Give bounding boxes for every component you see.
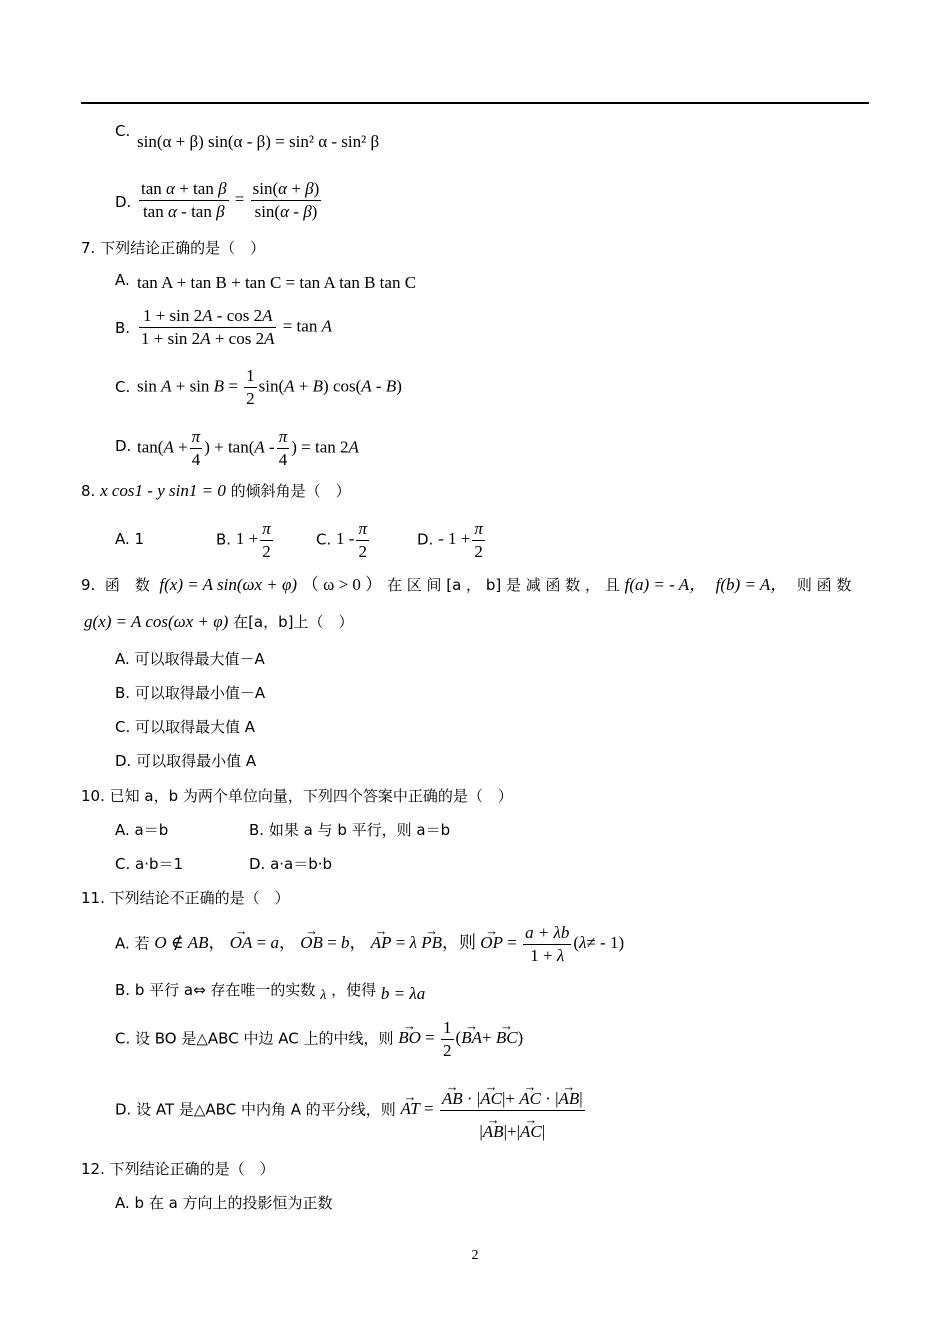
q10-option-b: B. 如果 a 与 b 平行，则 a＝b	[249, 821, 451, 839]
page-number: 2	[471, 1248, 479, 1263]
q6-option-d-label: D.	[115, 193, 132, 211]
q9-option-b: B. 可以取得最小值－A	[115, 684, 266, 702]
q7-option-d-label: D.	[115, 437, 132, 455]
q8-line-equation: x cos1 - y sin1 = 0	[100, 481, 226, 500]
q7-option-c-expr: sin A + sin B = $\frac{1}{2}$ sin(A + B) cos(A - B)	[137, 366, 402, 408]
q7-option-b-label: B.	[115, 319, 131, 337]
q8-option-a: A. 1	[115, 530, 145, 548]
q11-option-d: D. 设 AT 是△ABC 中内角 A 的平分线，则 → AT = → $\frac{AB \cdot |\to AC|+ \to AC \cdot |\to AB|}{|\to AB|+|\to AC|}$	[115, 1078, 587, 1143]
q10-option-a: A. a＝b	[115, 821, 169, 839]
q8-stem: 8. x cos1 - y sin1 = 0 的倾斜角是（ ）	[81, 481, 351, 500]
q7-stem: 7. 下列结论正确的是（ ）	[81, 239, 266, 257]
q8-option-d: D. - 1 + $\frac{\pi}{2}$	[417, 519, 483, 561]
q6-option-d-expr: $\frac{\text{tan α + tan β}}{\text{tan α - tan β}}$ = $\frac{\sin(\alpha + \beta)}{\sin(\alpha - \beta)}$	[141, 179, 320, 221]
q11-option-a: A. 若 O ∉ AB， → OA = a， → OB = b， → AP = λ → PB，则 → OP = $\frac{a + \lambda b}{1 + \lambda}$ (λ≠ - 1)	[115, 922, 624, 967]
q7-option-a-label: A.	[115, 271, 130, 289]
q10-option-c: C. a·b＝1	[115, 855, 184, 873]
q9-stem-line2: g(x) = A cos(ωx + φ) 在[a，b]上（ ）	[84, 612, 354, 631]
q12-stem: 12. 下列结论正确的是（ ）	[81, 1160, 275, 1178]
q12-option-a: A. b 在 a 方向上的投影恒为正数	[115, 1194, 333, 1212]
q11-option-b: B. b 平行 a⇔ 存在唯一的实数 λ ，使得 b = λa	[115, 981, 426, 1003]
q11-stem: 11. 下列结论不正确的是（ ）	[81, 889, 290, 907]
q9-stem-line1: 9. 函 数 f(x) = A sin(ωx + φ) （ ω > 0 ） 在 区 间 [a ， b] 是 减 函 数 ， 且 f(a) = - A， f(b) = A， 则 函 数	[81, 575, 852, 594]
q9-option-c: C. 可以取得最大值 A	[115, 718, 256, 736]
q7-option-c-label: C.	[115, 378, 131, 396]
q9-option-a: A. 可以取得最大值－A	[115, 650, 265, 668]
q10-option-d: D. a·a＝b·b	[249, 855, 333, 873]
q7-option-d-expr: tan(A + $\frac{\pi}{4}$ ) + tan(A - $\frac{\pi}{4}$ ) = tan 2A	[137, 427, 359, 469]
q8-option-c: C. 1 - $\frac{\pi}{2}$	[316, 519, 367, 561]
q10-stem: 10. 已知 a，b 为两个单位向量，下列四个答案中正确的是（ ）	[81, 787, 513, 805]
q8-option-b: B. 1 + $\frac{\pi}{2}$	[216, 519, 271, 561]
q9-option-d: D. 可以取得最小值 A	[115, 752, 257, 770]
q7-option-a-expr: tan A + tan B + tan C = tan A tan B tan C	[137, 273, 417, 292]
q11-option-c: C. 设 BO 是△ABC 中边 AC 上的中线，则 → BO = $\frac{1}{2}$ (→ BA+ → BC)	[115, 1017, 523, 1062]
q7-option-b-expr: $\frac{1 + \sin 2A - \cos 2A}{1 + \sin 2A + \cos 2A}$ = tan A	[141, 306, 332, 348]
q6-option-c-expr: sin(α + β) sin(α - β) = sin² α - sin² β	[137, 132, 380, 151]
header-rule	[81, 102, 869, 104]
q6-option-c: C.	[115, 122, 131, 140]
